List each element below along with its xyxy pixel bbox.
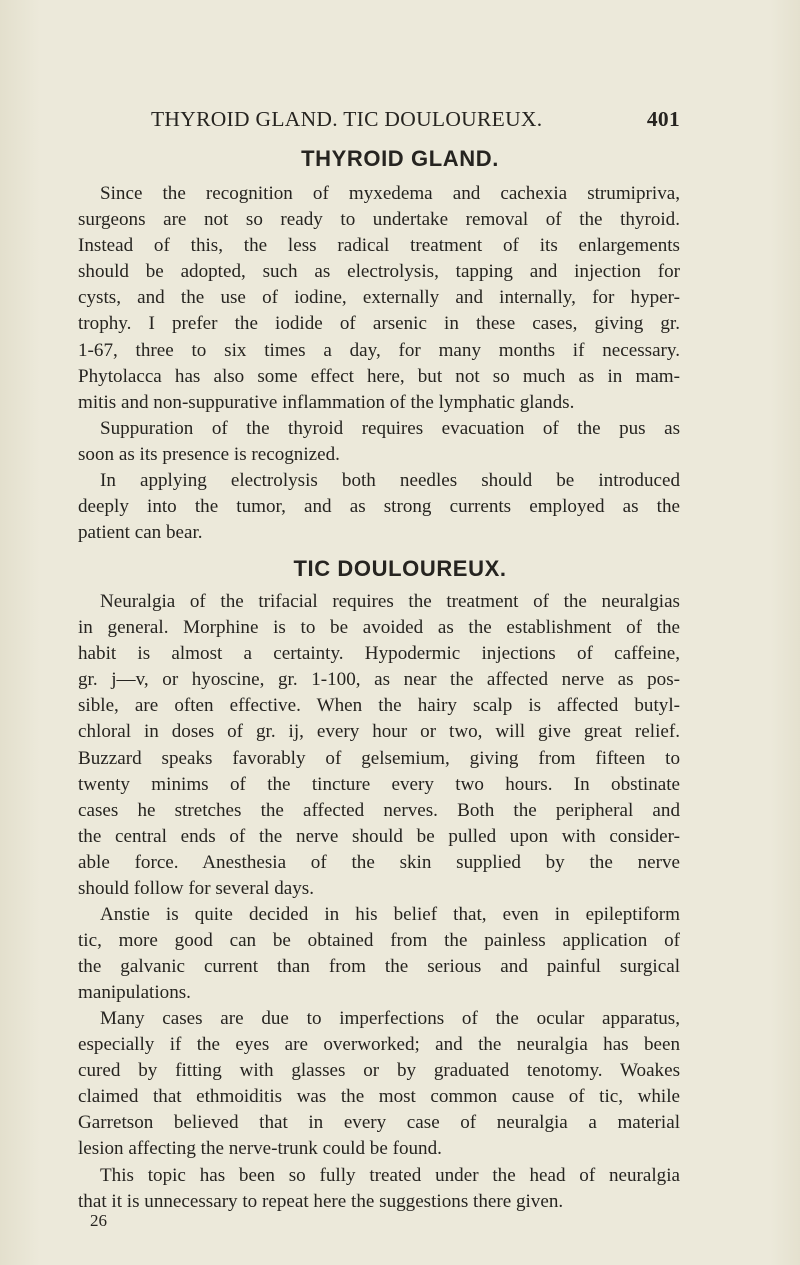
text-line: should follow for several days. xyxy=(78,878,314,900)
text-line: Suppuration of the thyroid requires evacuation of the pus as xyxy=(100,418,680,439)
text-line: sible, are often effective. When the hairy scalp is affected butyl- xyxy=(78,695,680,717)
text-line: Many cases are due to imperfections of the ocular apparatus, xyxy=(100,1008,680,1029)
text-line: manipulations. xyxy=(78,982,191,1004)
text-line: soon as its presence is recognized. xyxy=(78,444,340,466)
text-line: This topic has been so fully treated under the head of neuralgia xyxy=(100,1165,680,1186)
text-line: cysts, and the use of iodine, externally and internally, for hyper- xyxy=(78,287,680,309)
paragraph xyxy=(78,416,680,468)
text-line: cases he stretches the affected nerves. Both the peripheral and xyxy=(78,799,680,821)
text-line: trophy. I prefer the iodide of arsenic in these cases, giving gr. xyxy=(78,313,680,335)
text-line: twenty minims of the tincture every two hours. In obstinate xyxy=(78,773,680,795)
text-line: In applying electrolysis both needles should be introduced xyxy=(100,470,680,491)
text-line: the galvanic current than from the serious and painful surgical xyxy=(78,956,680,978)
page-number: 401 xyxy=(646,107,680,131)
signature-mark: 26 xyxy=(90,1211,107,1230)
text-line: Buzzard speaks favorably of gelsemium, giving from fifteen to xyxy=(78,747,680,769)
text-line: lesion affecting the nerve-trunk could be found. xyxy=(78,1138,442,1160)
text-line: gr. j—v, or hyoscine, gr. 1-100, as near the affected nerve as pos- xyxy=(78,669,680,691)
text-line: Since the recognition of myxedema and cachexia strumipriva, xyxy=(100,183,680,204)
text-line: that it is unnecessary to repeat here the suggestions there given. xyxy=(78,1191,564,1213)
text-line: in general. Morphine is to be avoided as the establishment of the xyxy=(78,617,680,639)
paragraph xyxy=(78,902,680,1006)
section-heading-thyroid-gland: THYROID GLAND. xyxy=(301,146,499,171)
paragraph xyxy=(78,181,680,416)
text-line: Instead of this, the less radical treatment of its enlargements xyxy=(78,235,680,257)
paragraph xyxy=(78,589,680,902)
paragraph xyxy=(78,1006,680,1163)
text-line: mitis and non-suppurative inflammation of the lymphatic glands. xyxy=(78,391,575,413)
text-line: patient can bear. xyxy=(78,522,203,544)
paragraph xyxy=(78,1163,680,1215)
text-line: Garretson believed that in every case of neuralgia a material xyxy=(78,1112,680,1134)
section-heading-tic-douloureux: TIC DOULOUREUX. xyxy=(293,556,507,581)
text-line: Anstie is quite decided in his belief that, even in epileptiform xyxy=(100,904,680,925)
text-line: chloral in doses of gr. ij, every hour or two, will give great relief. xyxy=(78,721,680,743)
running-head xyxy=(151,107,680,137)
text-line: the central ends of the nerve should be pulled upon with consider- xyxy=(78,825,680,847)
text-line: surgeons are not so ready to undertake removal of the thyroid. xyxy=(78,209,680,231)
paragraph xyxy=(78,468,680,546)
text-line: should be adopted, such as electrolysis, tapping and injection for xyxy=(78,261,680,283)
text-line: deeply into the tumor, and as strong currents employed as the xyxy=(78,496,680,518)
text-line: habit is almost a certainty. Hypodermic injections of caffeine, xyxy=(78,643,680,665)
text-line: able force. Anesthesia of the skin supplied by the nerve xyxy=(78,851,680,873)
running-head-title: THYROID GLAND. TIC DOULOUREUX. xyxy=(151,107,543,131)
text-line: especially if the eyes are overworked; and the neuralgia has been xyxy=(78,1034,680,1056)
text-line: tic, more good can be obtained from the painless application of xyxy=(78,930,680,952)
text-line: 1-67, three to six times a day, for many months if necessary. xyxy=(78,339,680,361)
text-line: claimed that ethmoiditis was the most common cause of tic, while xyxy=(78,1086,680,1108)
text-line: Neuralgia of the trifacial requires the treatment of the neuralgias xyxy=(100,591,680,612)
text-line: Phytolacca has also some effect here, but not so much as in mam- xyxy=(78,365,680,387)
text-line: cured by fitting with glasses or by graduated tenotomy. Woakes xyxy=(78,1060,680,1082)
